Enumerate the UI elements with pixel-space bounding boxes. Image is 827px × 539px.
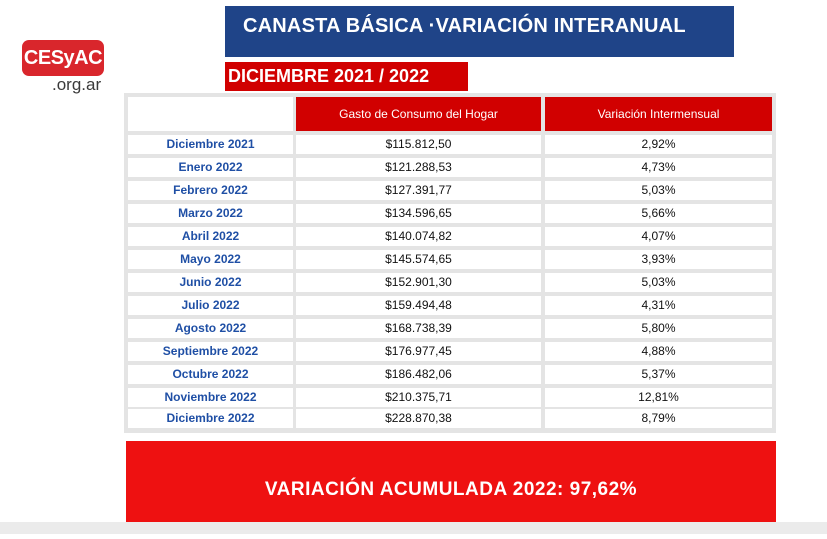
table-row [124, 409, 776, 428]
variacion-cell: 3,93% [545, 250, 772, 269]
column-header-variacion: Variación Intermensual [545, 97, 772, 131]
month-cell: Febrero 2022 [128, 181, 293, 200]
logo-domain: .org.ar [52, 75, 102, 94]
variacion-cell: 5,03% [545, 273, 772, 292]
variacion-cell: 4,07% [545, 227, 772, 246]
variacion-cell: 5,80% [545, 319, 772, 338]
month-cell: Enero 2022 [128, 158, 293, 177]
footer-strip [0, 522, 827, 534]
gasto-cell: $228.870,38 [296, 409, 541, 428]
gasto-cell: $176.977,45 [296, 342, 541, 361]
table-row [124, 273, 776, 292]
table-row [124, 181, 776, 200]
table-row [124, 204, 776, 223]
variacion-cell: 5,03% [545, 181, 772, 200]
column-header-gasto: Gasto de Consumo del Hogar [296, 97, 541, 131]
month-cell: Octubre 2022 [128, 365, 293, 384]
gasto-cell: $127.391,77 [296, 181, 541, 200]
variacion-cell: 4,31% [545, 296, 772, 315]
page-title: CANASTA BÁSICA ·VARIACIÓN INTERANUAL [225, 6, 734, 57]
table-row [124, 319, 776, 338]
month-cell: Mayo 2022 [128, 250, 293, 269]
gasto-cell: $210.375,71 [296, 388, 541, 407]
table-row [124, 158, 776, 177]
variacion-cell: 4,73% [545, 158, 772, 177]
month-cell: Septiembre 2022 [128, 342, 293, 361]
table-row [124, 227, 776, 246]
month-cell: Diciembre 2021 [128, 135, 293, 154]
month-cell: Agosto 2022 [128, 319, 293, 338]
table-row [124, 388, 776, 407]
table-row [124, 135, 776, 154]
logo-brand: CESyAC [22, 40, 104, 76]
gasto-cell: $152.901,30 [296, 273, 541, 292]
gasto-cell: $159.494,48 [296, 296, 541, 315]
table-row [124, 365, 776, 384]
table-corner-cell [128, 97, 293, 131]
month-cell: Julio 2022 [128, 296, 293, 315]
gasto-cell: $145.574,65 [296, 250, 541, 269]
data-table [124, 93, 776, 433]
gasto-cell: $168.738,39 [296, 319, 541, 338]
variacion-cell: 5,66% [545, 204, 772, 223]
month-cell: Junio 2022 [128, 273, 293, 292]
month-cell: Diciembre 2022 [128, 409, 293, 428]
gasto-cell: $186.482,06 [296, 365, 541, 384]
cesyac-logo [22, 40, 112, 100]
variacion-cell: 8,79% [545, 409, 772, 428]
table-row [124, 296, 776, 315]
gasto-cell: $115.812,50 [296, 135, 541, 154]
variacion-cell: 4,88% [545, 342, 772, 361]
variacion-cell: 2,92% [545, 135, 772, 154]
accumulated-variation-banner: VARIACIÓN ACUMULADA 2022: 97,62% [126, 441, 776, 524]
month-cell: Marzo 2022 [128, 204, 293, 223]
month-cell: Noviembre 2022 [128, 388, 293, 407]
page-subtitle: DICIEMBRE 2021 / 2022 [225, 62, 468, 91]
gasto-cell: $140.074,82 [296, 227, 541, 246]
gasto-cell: $134.596,65 [296, 204, 541, 223]
month-cell: Abril 2022 [128, 227, 293, 246]
table-row [124, 342, 776, 361]
gasto-cell: $121.288,53 [296, 158, 541, 177]
variacion-cell: 5,37% [545, 365, 772, 384]
variacion-cell: 12,81% [545, 388, 772, 407]
table-row [124, 250, 776, 269]
